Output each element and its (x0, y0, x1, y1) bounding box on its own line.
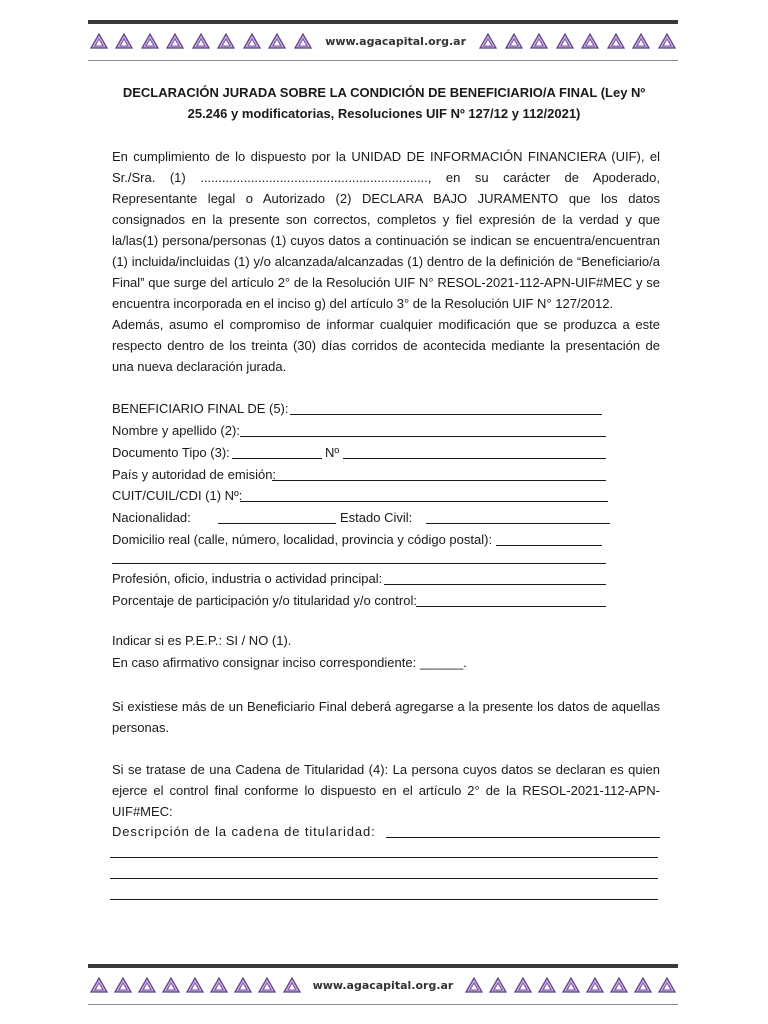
cadena-titularidad-text: Si se tratase de una Cadena de Titularidad (4): La persona cuyos datos se declaran es quien ejerce el control final conforme lo dispuesto en el artículo 2° de la RESOL-2021-112-APN-UIF#MEC: (112, 762, 660, 819)
aga-logo-icon (217, 33, 235, 49)
input-line-pais[interactable] (272, 480, 606, 481)
label-cuit: CUIT/CUIL/CDI (1) Nº: (112, 488, 243, 503)
footer-logo-row (88, 968, 678, 1002)
multi-beneficiario-note: Si existiese más de un Beneficiario Final deberá agregarse a la presente los datos de aquellas personas. (112, 699, 660, 735)
label-nombre-apellido: Nombre y apellido (2): (112, 423, 240, 438)
aga-logo-icon (90, 33, 108, 49)
page-footer (88, 964, 678, 1005)
aga-logo-icon (192, 33, 210, 49)
input-line-nacionalidad[interactable] (218, 523, 336, 524)
label-documento-numero: Nº (325, 445, 340, 460)
input-line-cadena-3[interactable] (110, 878, 658, 879)
intro-text (112, 146, 660, 377)
aga-logo-icon (562, 977, 580, 993)
aga-logo-icon (538, 977, 556, 993)
aga-logo-icon (658, 33, 676, 49)
aga-logo-icon (141, 33, 159, 49)
aga-logo-icon (581, 33, 599, 49)
header-rule-thin (88, 60, 678, 61)
input-line-nombre[interactable] (240, 436, 606, 437)
input-line-estado-civil[interactable] (426, 523, 610, 524)
footer-rule-thin (88, 1004, 678, 1005)
header-website-url: www.agacapital.org.ar (325, 34, 467, 48)
aga-logo-icon (658, 977, 676, 993)
aga-logo-icon (234, 977, 252, 993)
aga-logo-icon (489, 977, 507, 993)
document-title (112, 82, 656, 124)
title-line-1: DECLARACIÓN JURADA SOBRE LA CONDICIÓN DE BENEFICIARIO/A FINAL (Ley Nº (122, 85, 646, 100)
input-line-cadena-1[interactable] (386, 837, 660, 838)
input-line-cadena-4[interactable] (110, 899, 658, 900)
page-header (88, 20, 678, 61)
aga-logo-icon (607, 33, 625, 49)
aga-logo-icon (530, 33, 548, 49)
label-profesion: Profesión, oficio, industria o actividad principal: (112, 571, 383, 586)
aga-logo-icon (90, 977, 108, 993)
aga-logo-icon (268, 33, 286, 49)
aga-logo-icon (114, 977, 132, 993)
aga-logo-icon (632, 33, 650, 49)
aga-logo-icon (283, 977, 301, 993)
label-estado-civil: Estado Civil: (340, 510, 413, 525)
label-cadena-descripcion: Descripción de la cadena de titularidad: (112, 824, 376, 839)
aga-logo-icon (162, 977, 180, 993)
label-porcentaje: Porcentaje de participación y/o titularidad y/o control: (112, 593, 417, 608)
label-domicilio: Domicilio real (calle, número, localidad, provincia y código postal): (112, 532, 493, 547)
aga-logo-icon (634, 977, 652, 993)
intro-paragraph-2: Además, asumo el compromiso de informar cualquier modificación que se produzca a este respecto dentro de los treinta (30) días corridos de acontecida mediante la presentación de una nueva declaración jurada. (112, 317, 660, 374)
input-line-domicilio[interactable] (496, 545, 602, 546)
label-documento-tipo: Documento Tipo (3): (112, 445, 230, 460)
title-line-2: 25.246 y modificatorias, Resoluciones UIF Nº 127/12 y 112/2021) (187, 106, 581, 121)
aga-logo-icon (610, 977, 628, 993)
aga-logo-icon (514, 977, 532, 993)
aga-logo-icon (479, 33, 497, 49)
input-line-beneficiario[interactable] (290, 414, 602, 415)
aga-logo-icon (138, 977, 156, 993)
input-line-porcentaje[interactable] (416, 606, 606, 607)
header-logo-row (88, 24, 678, 58)
input-line-documento-tipo[interactable] (232, 458, 322, 459)
aga-logo-icon (186, 977, 204, 993)
footer-website-url: www.agacapital.org.ar (312, 978, 454, 992)
aga-logo-icon (166, 33, 184, 49)
input-line-domicilio-2[interactable] (112, 563, 606, 564)
input-line-cadena-2[interactable] (110, 857, 658, 858)
aga-logo-icon (115, 33, 133, 49)
label-pais-autoridad: País y autoridad de emisión: (112, 467, 277, 482)
intro-paragraph-1: En cumplimiento de lo dispuesto por la UNIDAD DE INFORMACIÓN FINANCIERA (UIF), el Sr./Sra. (1) ..............................................................., en su carácter de Apoderado, Representante legal o Autorizado (2) DECLARA BAJO JURAMENTO que los datos consignados en la presente son correctos, completos y fiel expresión de la verdad y que la/las(1) persona/personas (1) cuyos datos a continuación se indican se encuentra/encuentran (1) incluida/incluidas (1) y/o alcanzada/alcanzadas (1) dentro de la definición de “Beneficiario/a Final” que surge del artículo 2° de la Resolución UIF N° RESOL-2021-112-APN-UIF#MEC y se encuentra incorporada en el inciso g) del artículo 3° de la Resolución UIF N° 127/2012. (112, 149, 660, 311)
pep-question: Indicar si es P.E.P.: SI / NO (1). (112, 633, 292, 648)
aga-logo-icon (258, 977, 276, 993)
input-line-cuit[interactable] (240, 501, 608, 502)
aga-logo-icon (243, 33, 261, 49)
aga-logo-icon (465, 977, 483, 993)
aga-logo-icon (586, 977, 604, 993)
aga-logo-icon (556, 33, 574, 49)
aga-logo-icon (210, 977, 228, 993)
label-beneficiario-final: BENEFICIARIO FINAL DE (5): (112, 401, 289, 416)
input-line-profesion[interactable] (384, 584, 606, 585)
aga-logo-icon (505, 33, 523, 49)
label-nacionalidad: Nacionalidad: (112, 510, 191, 525)
pep-inciso: En caso afirmativo consignar inciso correspondiente: ______. (112, 655, 467, 670)
input-line-documento-numero[interactable] (343, 458, 606, 459)
aga-logo-icon (294, 33, 312, 49)
